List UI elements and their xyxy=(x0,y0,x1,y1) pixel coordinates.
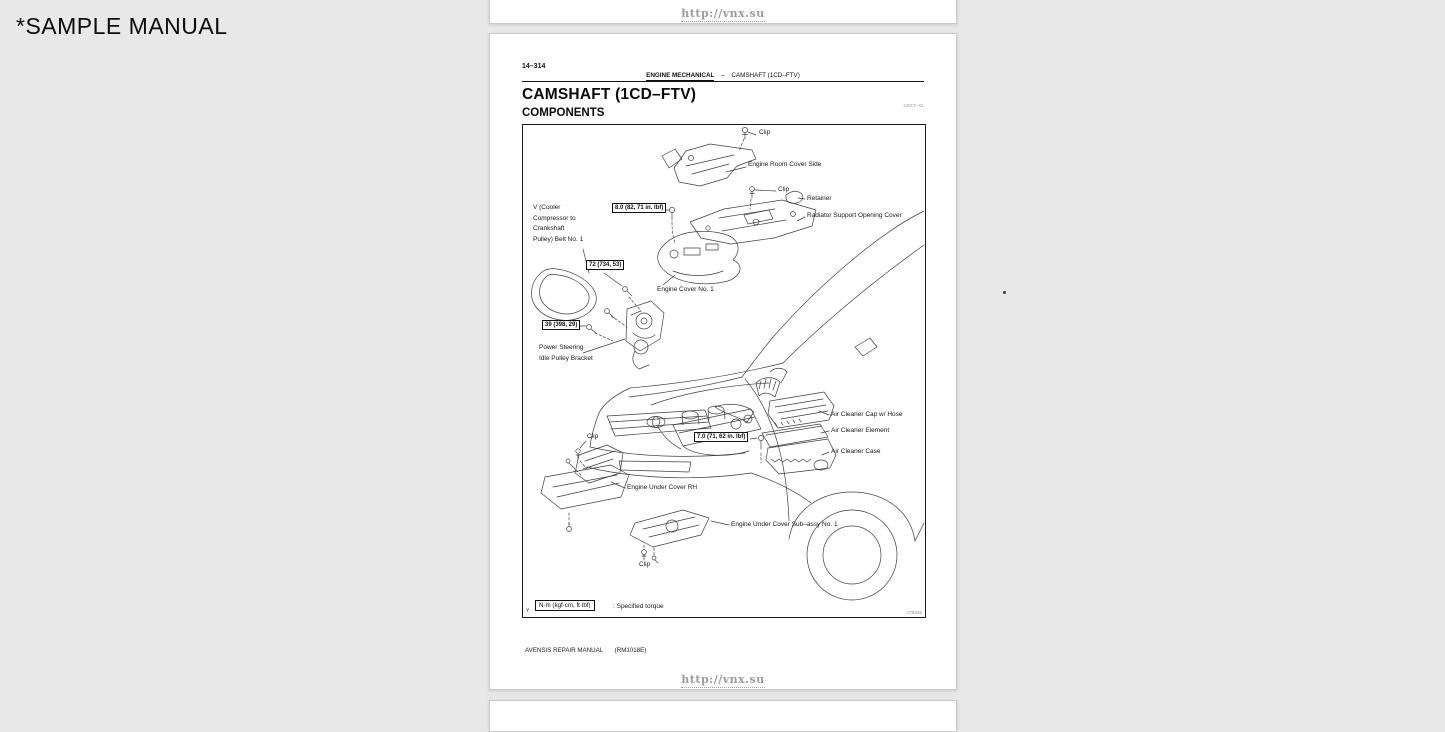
radiator-support-cover-art xyxy=(690,200,816,244)
engine-bay-art xyxy=(651,383,769,455)
watermark-link-bottom[interactable]: http://vnx.su xyxy=(681,673,765,686)
header-rule xyxy=(522,81,924,82)
leader-lines xyxy=(578,132,829,525)
label-under-cover-rh: Engine Under Cover RH xyxy=(627,484,698,491)
clip-icon xyxy=(642,550,647,560)
legend-y-mark: Y xyxy=(526,608,530,614)
idle-pulley-bracket-art xyxy=(626,301,664,369)
label-air-cleaner-case: Air Cleaner Case xyxy=(831,448,881,455)
stray-mark xyxy=(1003,291,1006,294)
page-next xyxy=(489,700,957,732)
breadcrumb xyxy=(522,72,924,79)
label-engine-cover: Engine Cover No. 1 xyxy=(657,286,714,293)
page-title: CAMSHAFT (1CD–FTV) xyxy=(522,86,697,103)
air-cleaner-art xyxy=(756,368,836,474)
engine-room-cover-side-art xyxy=(662,144,756,186)
torque-spec-8nm: 8.0 (82, 71 in. lbf) xyxy=(612,203,666,213)
label-retainer: Retainer xyxy=(807,195,832,202)
torque-spec-72nm: 72 (734, 53) xyxy=(586,260,624,270)
clip-icon xyxy=(576,449,580,459)
label-clip-top: Clip xyxy=(759,129,771,136)
components-diagram-art xyxy=(523,125,925,617)
under-cover-rh-art xyxy=(541,445,629,509)
torque-spec-7nm: 7.0 (71, 62 in. lbf) xyxy=(694,432,748,442)
manual-code: (RM1018E) xyxy=(614,647,647,654)
label-air-cleaner-element: Air Cleaner Element xyxy=(831,427,890,434)
manual-page xyxy=(489,33,957,690)
watermark-link-top[interactable]: http://vnx.su xyxy=(681,7,765,20)
bolt-icon xyxy=(758,435,763,449)
breadcrumb-separator: – xyxy=(721,72,725,79)
clip-icon xyxy=(750,187,755,198)
components-diagram xyxy=(522,124,926,618)
bolt-icon xyxy=(623,287,632,296)
label-under-cover-sub: Engine Under Cover Sub–assy No. 1 xyxy=(731,521,838,528)
bolt-icon xyxy=(669,207,674,220)
manual-name: AVENSIS REPAIR MANUAL xyxy=(525,647,603,654)
label-clip-mid: Clip xyxy=(587,433,599,440)
page-number: 14–314 xyxy=(522,63,546,70)
legend-caption: : Specified torque xyxy=(613,603,664,610)
figure-code: A79426 xyxy=(906,610,922,615)
sample-manual-label: *SAMPLE MANUAL xyxy=(16,13,228,39)
engine-cover-art xyxy=(658,231,740,283)
label-air-cleaner-cap: Air Cleaner Cap w/ Hose xyxy=(831,411,903,418)
doc-code: 140CF–01 xyxy=(902,103,924,108)
bolt-icon xyxy=(587,325,596,333)
car-outline-art xyxy=(587,211,924,600)
label-power-steering: Power Steering Idle Pulley Bracket xyxy=(539,344,593,362)
page-previous xyxy=(489,0,957,24)
clip-icon xyxy=(742,127,747,139)
label-clip-bottom: Clip xyxy=(639,561,651,568)
breadcrumb-subsection: CAMSHAFT (1CD–FTV) xyxy=(731,72,800,79)
bolt-icon xyxy=(652,556,658,563)
v-belt-art xyxy=(531,269,596,321)
page-footer xyxy=(525,647,646,654)
bolt-icon xyxy=(605,309,614,318)
legend-unit-box: N·m (kgf·cm, ft·lbf) xyxy=(535,600,595,611)
label-engine-room-cover-side: Engine Room Cover Side xyxy=(748,161,822,168)
under-cover-sub-art xyxy=(630,510,709,547)
torque-spec-39nm: 39 (398, 29) xyxy=(542,320,580,330)
section-subtitle: COMPONENTS xyxy=(522,107,605,119)
label-radiator-support: Radiator Support Opening Cover xyxy=(807,212,902,219)
label-v-belt: V (Cooler Compressor to Crankshaft Pulley) Belt No. 1 xyxy=(533,204,584,244)
label-clip-upper: Clip xyxy=(778,186,790,193)
bolt-icon xyxy=(566,459,573,467)
breadcrumb-section: ENGINE MECHANICAL xyxy=(646,72,715,79)
